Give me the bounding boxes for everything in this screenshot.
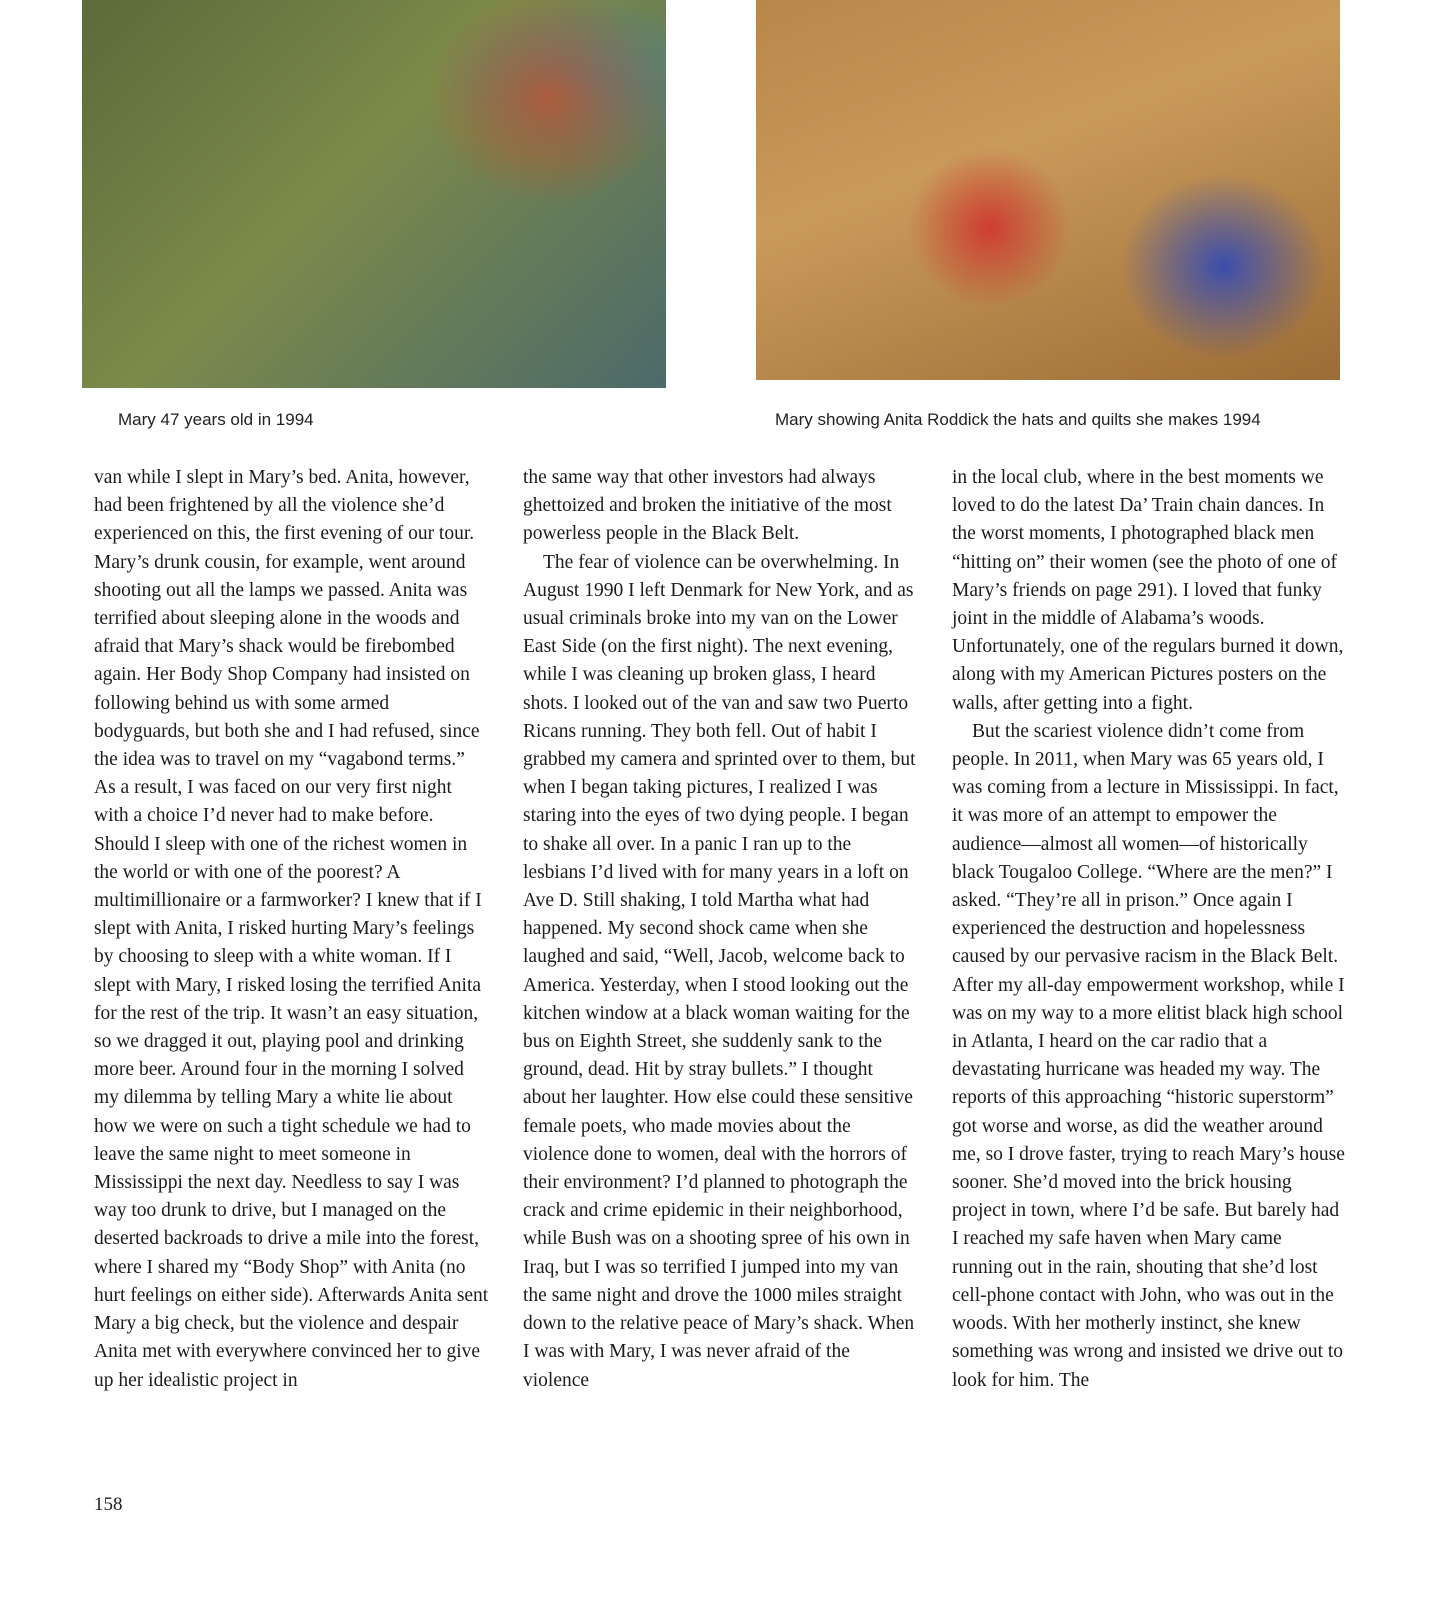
- photo-mary-portrait: [82, 0, 666, 388]
- caption-right: Mary showing Anita Roddick the hats and quilts she makes 1994: [775, 410, 1261, 429]
- photo-mary-and-anita: [756, 0, 1340, 380]
- paragraph: The fear of violence can be overwhelming. In August 1990 I left Denmark for New York, and as usual criminals broke into my van on the Lower East Side (on the first night). The next evening, while I was cleaning up broken glass, I heard shots. I looked out of the van and saw two Puerto Ricans running. They both fell. Out of habit I grabbed my camera and sprinted over to them, but when I began taking pictures, I realized I was staring into the eyes of two dying people. I began to shake all over. In a panic I ran up to the lesbians I’d lived with for many years in a loft on Ave D. Still shaking, I told Martha what had happened. My second shock came when she laughed and said, “Well, Jacob, welcome back to America. Yesterday, when I stood looking out the kitchen window at a black woman waiting for the bus on Eighth Street, she suddenly sank to the ground, dead. Hit by stray bullets.” I thought about her laughter. How else could these sensitive female poets, who made movies about the violence done to women, deal with the horrors of their environment? I’d planned to photograph the crack and crime epidemic in their neighborhood, while Bush was on a shooting spree of his own in Iraq, but I was so terrified I jumped into my van the same night and drove the 1000 miles straight down to the relative peace of Mary’s shack. When I was with Mary, I was never afraid of the violence: [523, 551, 916, 1391]
- caption-left: Mary 47 years old in 1994: [118, 410, 314, 429]
- page-number: 158: [94, 1494, 123, 1515]
- paragraph: the same way that other investors had always ghettoized and broken the initiative of the most powerless people in the Black Belt.: [523, 467, 892, 545]
- paragraph: in the local club, where in the best moments we loved to do the latest Da’ Train chain dances. In the worst moments, I photographed black men “hitting on” their women (see the photo of one of Mary’s friends on page 291). I loved that funky joint in the middle of Alabama’s woods. Unfortunately, one of the regulars burned it down, along with my American Pictures posters on the walls, after getting into a fight.: [952, 467, 1344, 714]
- paragraph: van while I slept in Mary’s bed. Anita, however, had been frightened by all the violence she’d experienced on this, the first evening of our tour. Mary’s drunk cousin, for example, went around shooting out all the lamps we passed. Anita was terrified about sleeping alone in the woods and afraid that Mary’s shack would be firebombed again. Her Body Shop Company had insisted on following behind us with some armed bodyguards, but both she and I had refused, since the idea was to travel on my “vagabond terms.” As a result, I was faced on our very first night with a choice I’d never had to make before. Should I sleep with one of the richest women in the world or with one of the poorest? A multimillionaire or a farmworker? I knew that if I slept with Anita, I risked hurting Mary’s feelings by choosing to sleep with a white woman. If I slept with Mary, I risked losing the terrified Anita for the rest of the trip. It wasn’t an easy situation, so we dragged it out, playing pool and drinking more beer. Around four in the morning I solved my dilemma by telling Mary a white lie about how we were on such a tight schedule we had to leave the same night to meet someone in Mississippi the next day. Needless to say I was way too drunk to drive, but I managed on the deserted backroads to drive a mile into the forest, where I shared my “Body Shop” with Anita (no hurt feelings on either side). Afterwards Anita sent Mary a big check, but the violence and despair Anita met with everywhere convinced her to give up her idealistic project in: [94, 467, 489, 1391]
- paragraph: But the scariest violence didn’t come from people. In 2011, when Mary was 65 years old, I was coming from a lecture in Mississippi. In fact, it was more of an attempt to empower the audience—almost all women—of historically black Tougaloo College. “Where are the men?” I asked. “They’re all in prison.” Once again I experienced the destruction and hopelessness caused by our pervasive racism in the Black Belt. After my all-day empowerment workshop, while I was on my way to a more elitist black high school in Atlanta, I heard on the car radio that a devastating hurricane was headed my way. The reports of this approaching “historic superstorm” got worse and worse, as did the weather around me, so I drove faster, trying to reach Mary’s house sooner. She’d moved into the brick housing project in town, where I’d be safe. But barely had I reached my safe haven when Mary came running out in the rain, shouting that she’d lost cell-phone contact with John, who was out in the woods. With her motherly instinct, she knew something was wrong and insisted we drive out to look for him. The: [952, 720, 1345, 1391]
- text-column-1: [94, 464, 489, 1395]
- text-column-2: [523, 464, 918, 1395]
- text-column-3: [952, 464, 1347, 1395]
